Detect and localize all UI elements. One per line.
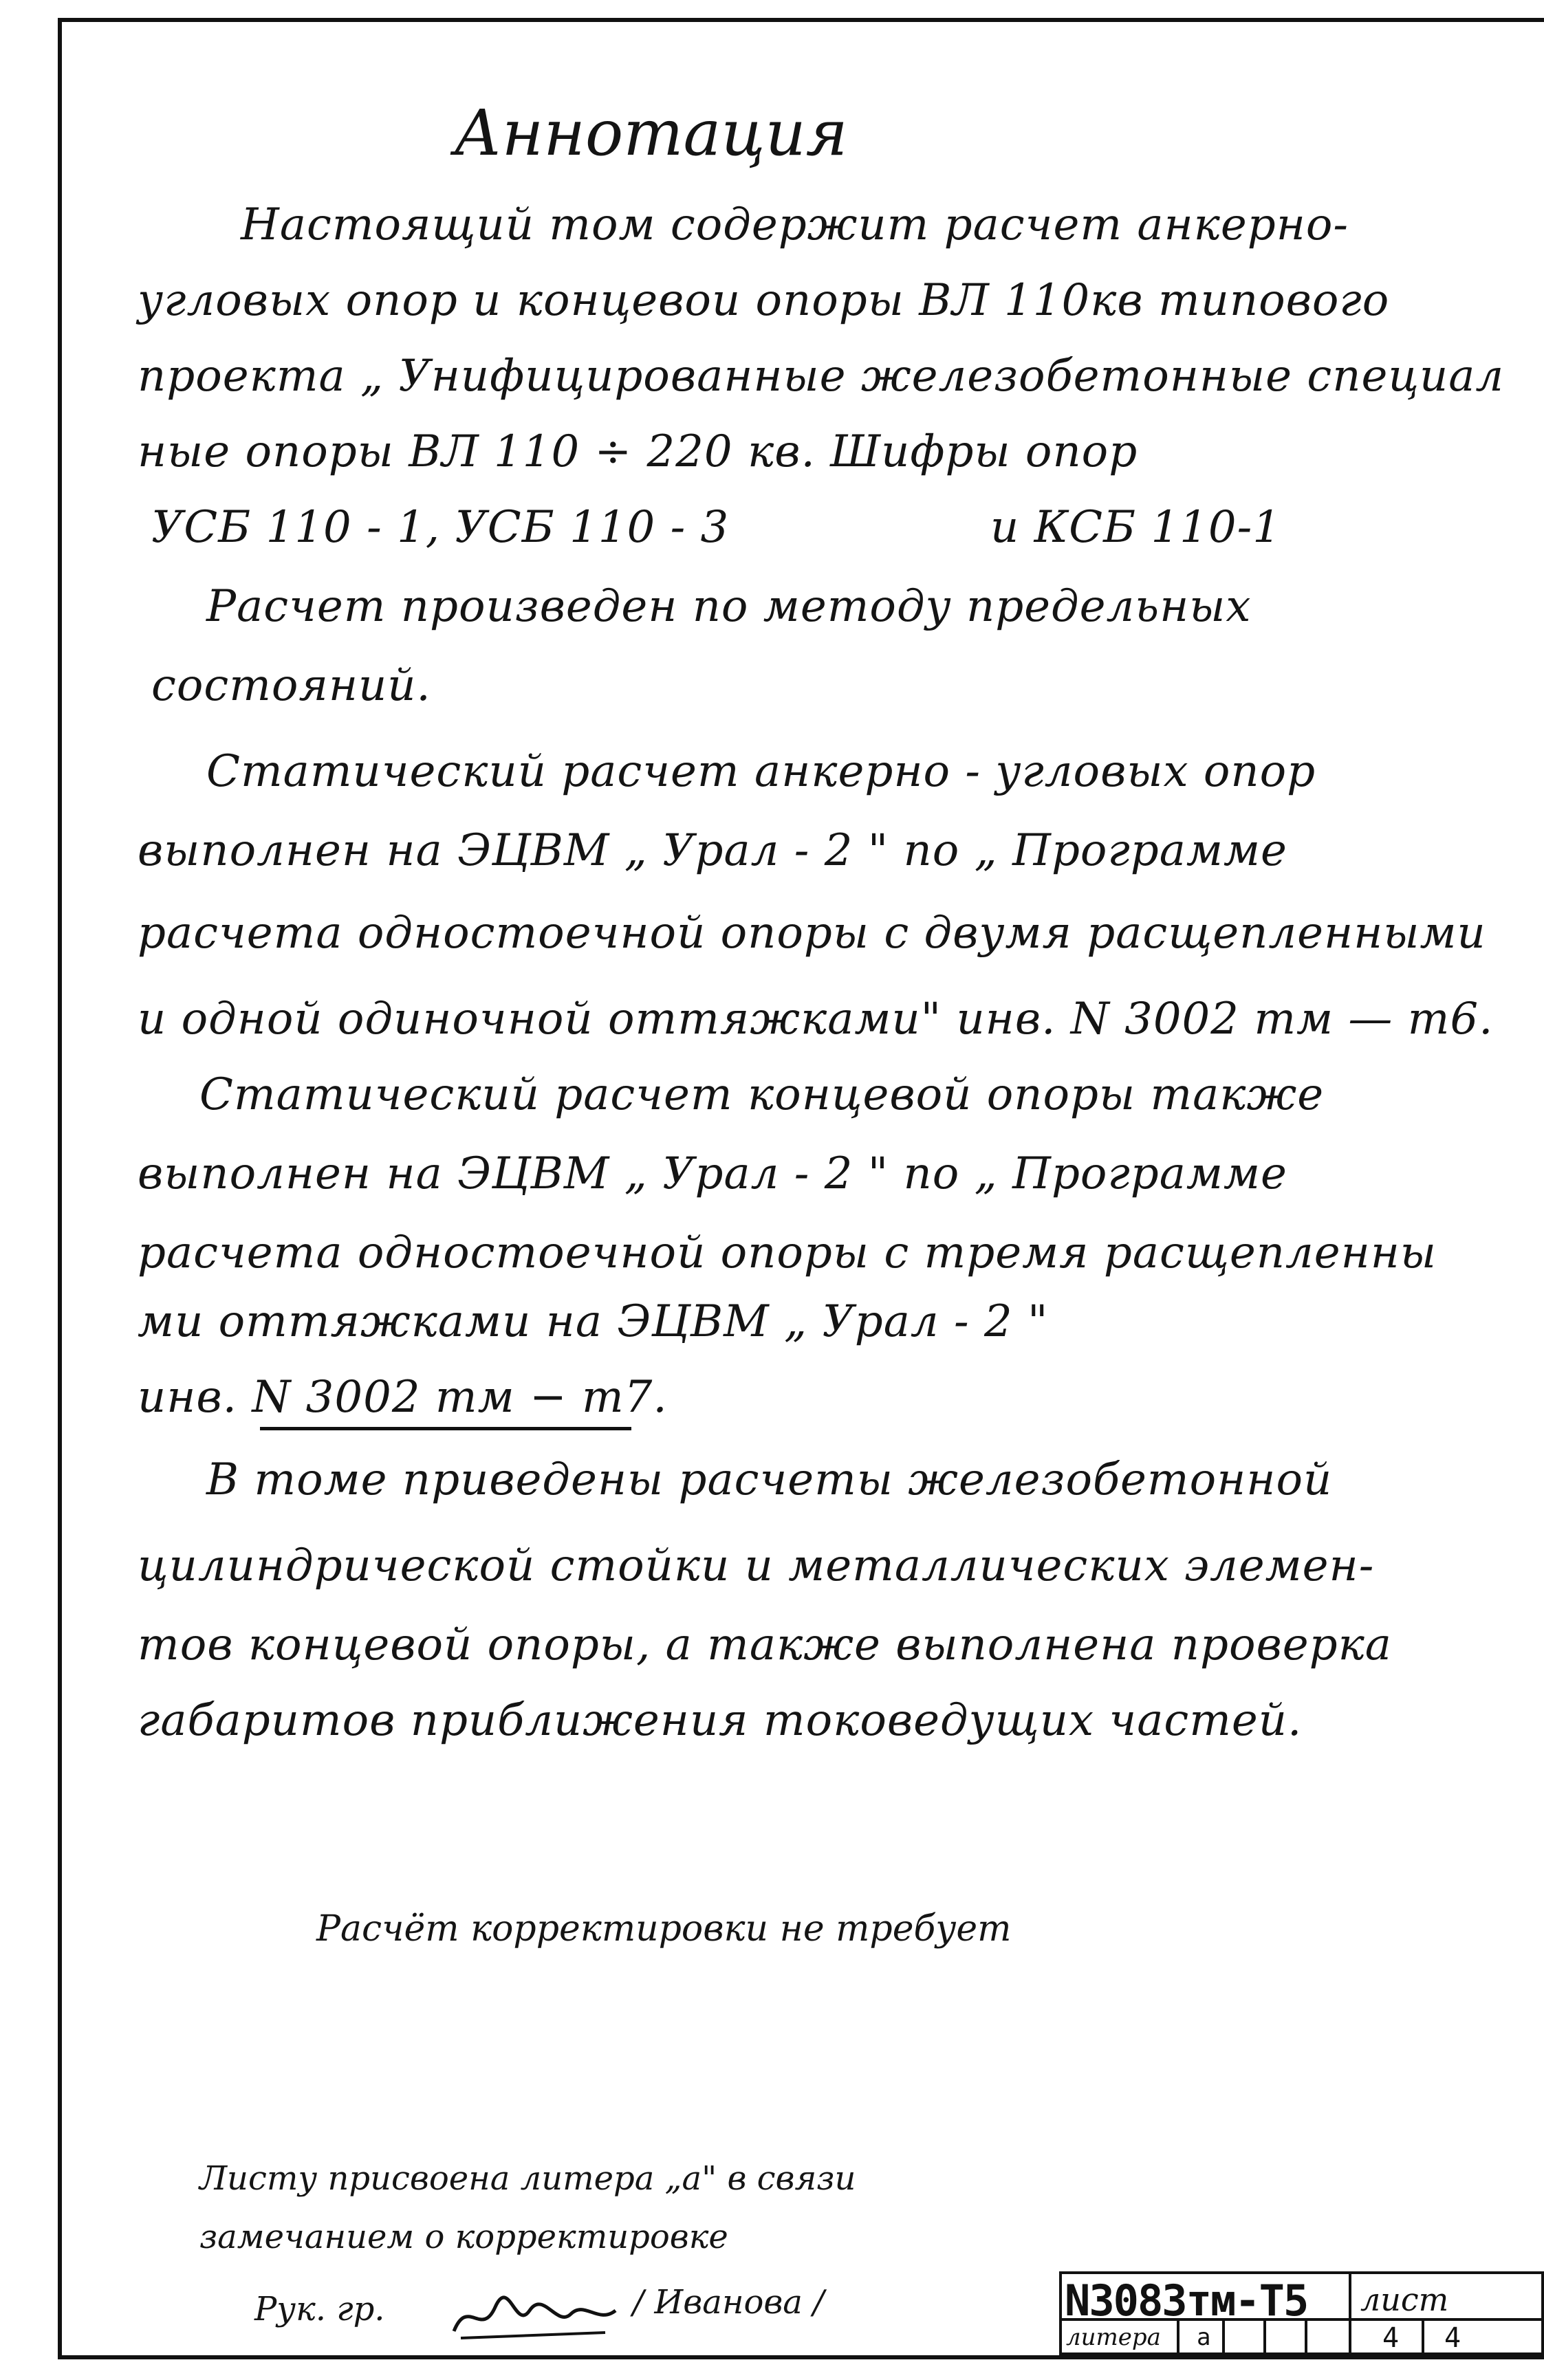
underline bbox=[260, 1427, 631, 1430]
paragraph-line: Статический расчет концевой опоры также bbox=[199, 1069, 1325, 1120]
title-block-stamp bbox=[1059, 2271, 1544, 2355]
paragraph-line: ми оттяжками на ЭЦВМ „ Урал - 2 " bbox=[138, 1296, 1049, 1347]
paragraph-line: Расчет произведен по методу предельных bbox=[206, 581, 1252, 632]
frame-left-line bbox=[58, 18, 62, 2359]
stamp-code: N3083тм-Т5 bbox=[1065, 2275, 1308, 2326]
paragraph-line: УСБ 110 - 1, УСБ 110 - 3 bbox=[151, 502, 730, 553]
paragraph-line: и одной одиночной оттяжками" инв. N 3002 тм — т6. bbox=[138, 994, 1494, 1045]
stamp-sheet-number-cell-2 bbox=[1422, 2318, 1544, 2355]
paragraph-line: ные опоры ВЛ 110 ÷ 220 кв. Шифры опор bbox=[138, 426, 1138, 477]
paragraph-line: расчета одностоечной опоры с двумя расщепленными bbox=[138, 908, 1486, 959]
paragraph-line: состояний. bbox=[151, 660, 431, 711]
paragraph-line: цилиндрической стойки и металлических элемен- bbox=[138, 1540, 1375, 1591]
stamp-empty-cell bbox=[1305, 2318, 1351, 2355]
stamp-sheet-number: 4 bbox=[1382, 2322, 1400, 2354]
paragraph-line: выполнен на ЭЦВМ „ Урал - 2 " по „ Программе bbox=[138, 825, 1287, 876]
correction-note: Расчёт корректировки не требует bbox=[316, 1908, 1012, 1950]
paragraph-line: инв. N 3002 тм − т7. bbox=[138, 1372, 668, 1423]
document-title: Аннотация bbox=[454, 96, 848, 170]
stamp-litera-label: литера bbox=[1066, 2324, 1161, 2351]
paragraph-line: выполнен на ЭЦВМ „ Урал - 2 " по „ Программе bbox=[138, 1148, 1287, 1199]
litera-note-signer-label: Рук. гр. bbox=[254, 2290, 385, 2328]
stamp-sheet-label: лист bbox=[1360, 2281, 1449, 2318]
stamp-litera-value: а bbox=[1197, 2324, 1211, 2351]
paragraph-line: тов концевой опоры, а также выполнена проверка bbox=[138, 1619, 1392, 1670]
paragraph-line: Настоящий том содержит расчет анкерно- bbox=[241, 199, 1349, 250]
stamp-sheet-number-2: 4 bbox=[1444, 2322, 1461, 2354]
frame-top-line bbox=[59, 18, 1544, 22]
litera-note-line: Листу присвоена литера „а" в связи bbox=[199, 2159, 856, 2198]
paragraph-line: габаритов приближения токоведущих частей. bbox=[138, 1695, 1303, 1746]
frame-bottom-line bbox=[58, 2355, 1544, 2359]
paragraph-line: Статический расчет анкерно - угловых опор bbox=[206, 746, 1316, 797]
paragraph-line: проекта „ Унифицированные железобетонные специал bbox=[138, 351, 1505, 402]
paragraph-line: В томе приведены расчеты железобетонной bbox=[206, 1454, 1333, 1505]
paragraph-line: и КСБ 110-1 bbox=[990, 502, 1281, 553]
litera-note-line: замечанием о корректировке bbox=[199, 2218, 728, 2256]
paragraph-line: угловых опор и концевои опоры ВЛ 110кв типового bbox=[138, 275, 1390, 326]
litera-note-signer-name: / Иванова / bbox=[633, 2283, 825, 2322]
paragraph-line: расчета одностоечной опоры с тремя расщепленны bbox=[138, 1227, 1437, 1278]
handwritten-signature bbox=[447, 2290, 619, 2345]
